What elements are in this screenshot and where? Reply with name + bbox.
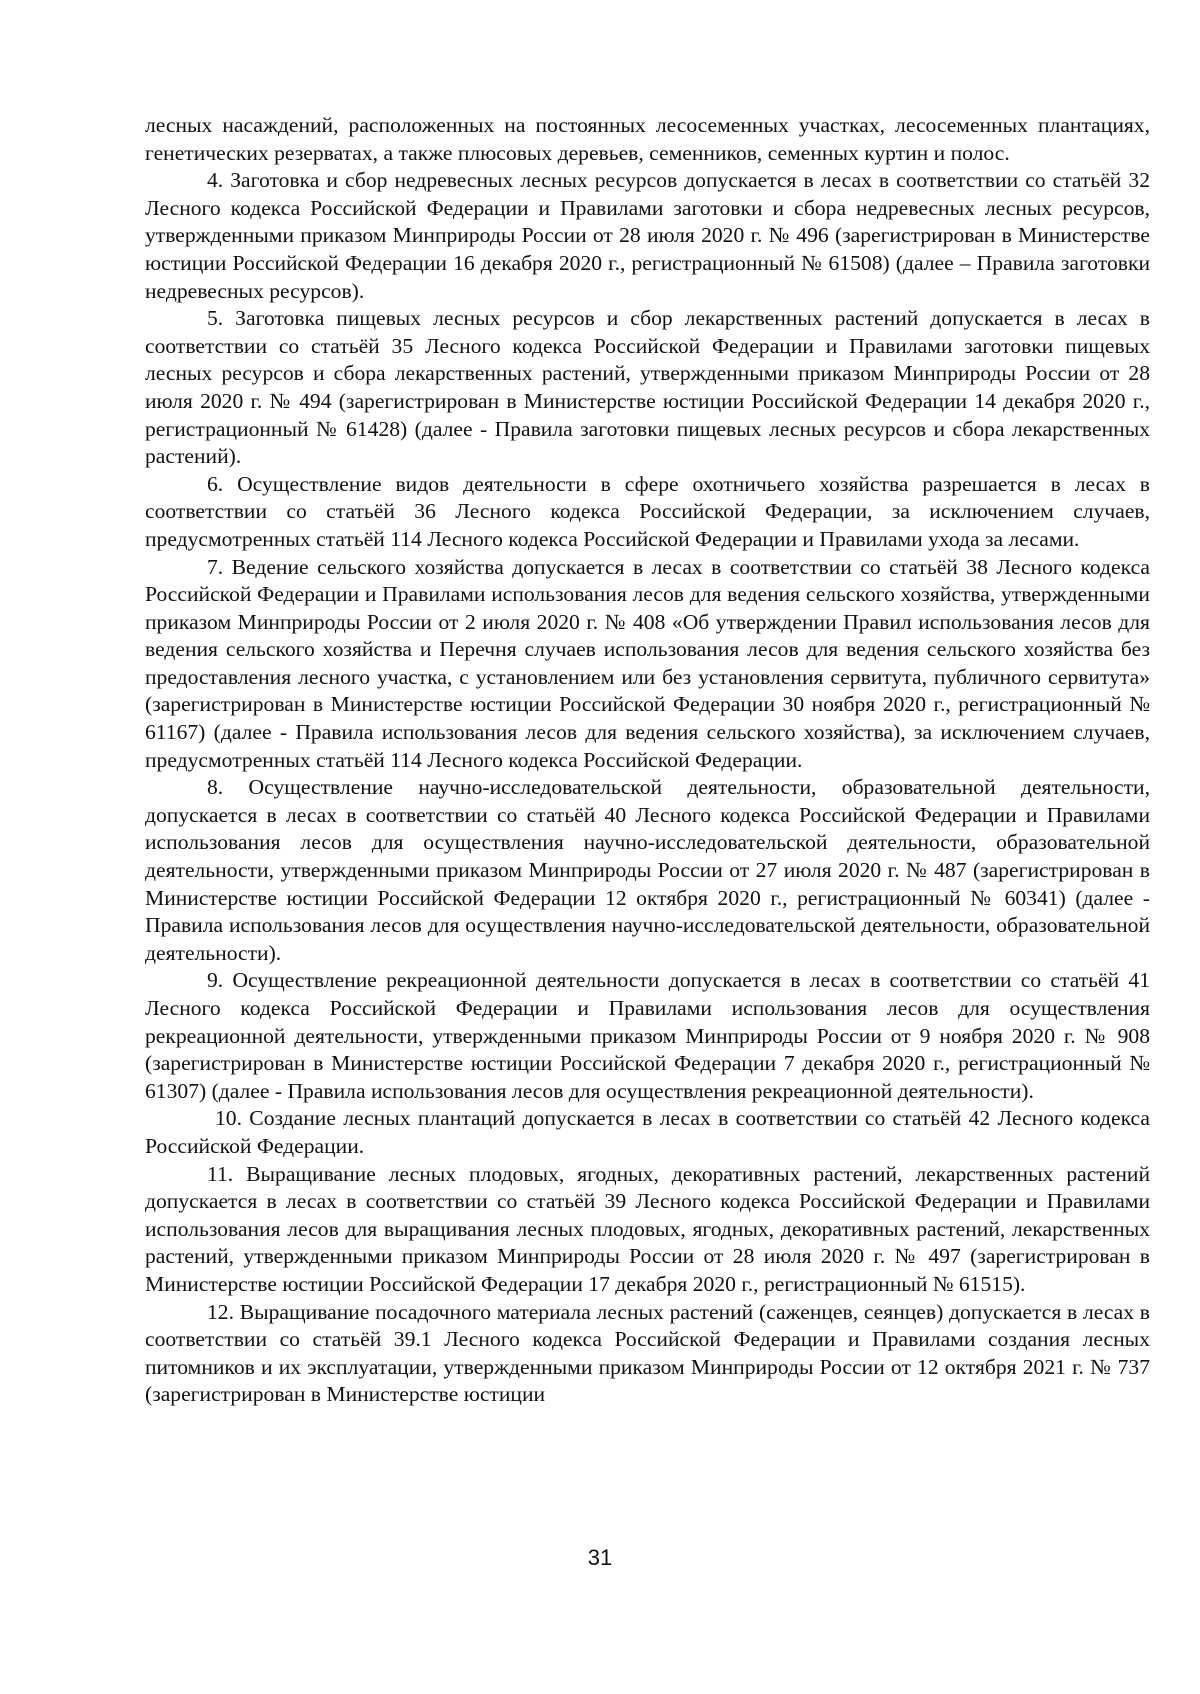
- paragraph-11: 11. Выращивание лесных плодовых, ягодных, декоративных растений, лекарственных растений допускается в лесах в соответствии со статьёй 39 Лесного кодекса Российской Федерации и Правилами использования лесов для выращивания лесных плодовых, ягодных, декоративных растений, лекарственных растений, утвержденными приказом Минприроды России от 28 июля 2020 г. № 497 (зарегистрирован в Министерстве юстиции Российской Федерации 17 декабря 2020 г., регистрационный № 61515).: [145, 1161, 1150, 1296]
- paragraph-continuation: лесных насаждений, расположенных на постоянных лесосеменных участках, лесосеменных плантациях, генетических резерватах, а также плюсовых деревьев, семенников, семенных куртин и полос.: [145, 113, 1150, 165]
- paragraph-5: 5. Заготовка пищевых лесных ресурсов и сбор лекарственных растений допускается в лесах в соответствии со статьёй 35 Лесного кодекса Российской Федерации и Правилами заготовки пищевых лесных ресурсов и сбора лекарственных растений, утвержденными приказом Минприроды России от 28 июля 2020 г. № 494 (зарегистрирован в Министерстве юстиции Российской Федерации 14 декабря 2020 г., регистрационный № 61428) (далее - Правила заготовки пищевых лесных ресурсов и сбора лекарственных растений).: [145, 306, 1150, 469]
- paragraph-7: 7. Ведение сельского хозяйства допускается в лесах в соответствии со статьёй 38 Лесного кодекса Российской Федерации и Правилами использования лесов для ведения сельского хозяйства, утвержденными приказом Минприроды России от 2 июля 2020 г. № 408 «Об утверждении Правил использования лесов для ведения сельского хозяйства и Перечня случаев использования лесов для ведения сельского хозяйства без предоставления лесного участка, с установлением или без установления сервитута, публичного сервитута» (зарегистрирован в Министерстве юстиции Российской Федерации 30 ноября 2020 г., регистрационный № 61167) (далее - Правила использования лесов для ведения сельского хозяйства), за исключением случаев, предусмотренных статьёй 114 Лесного кодекса Российской Федерации.: [145, 554, 1150, 772]
- document-page: [145, 112, 1150, 1409]
- page-number: 31: [587, 1545, 613, 1570]
- paragraph-10: 10. Создание лесных плантаций допускается в лесах в соответствии со статьёй 42 Лесного кодекса Российской Федерации.: [145, 1106, 1150, 1158]
- paragraph-4: 4. Заготовка и сбор недревесных лесных ресурсов допускается в лесах в соответствии со статьёй 32 Лесного кодекса Российской Федерации и Правилами заготовки и сбора недревесных лесных ресурсов, утвержденными приказом Минприроды России от 28 июля 2020 г. № 496 (зарегистрирован в Министерстве юстиции Российской Федерации 16 декабря 2020 г., регистрационный № 61508) (далее – Правила заготовки недревесных ресурсов).: [145, 168, 1150, 303]
- paragraph-8: 8. Осуществление научно-исследовательской деятельности, образовательной деятельности, допускается в лесах в соответствии со статьёй 40 Лесного кодекса Российской Федерации и Правилами использования лесов для осуществления научно-исследовательской деятельности, образовательной деятельности, утвержденными приказом Минприроды России от 27 июля 2020 г. № 487 (зарегистрирован в Министерстве юстиции Российской Федерации 12 октября 2020 г., регистрационный № 60341) (далее - Правила использования лесов для осуществления научно-исследовательской деятельности, образовательной деятельности).: [145, 775, 1150, 965]
- paragraph-12: 12. Выращивание посадочного материала лесных растений (саженцев, сеянцев) допускается в лесах в соответствии со статьёй 39.1 Лесного кодекса Российской Федерации и Правилами создания лесных питомников и их эксплуатации, утвержденными приказом Минприроды России от 12 октября 2021 г. № 737 (зарегистрирован в Министерстве юстиции: [145, 1299, 1150, 1407]
- paragraph-6: 6. Осуществление видов деятельности в сфере охотничьего хозяйства разрешается в лесах в соответствии со статьёй 36 Лесного кодекса Российской Федерации, за исключением случаев, предусмотренных статьёй 114 Лесного кодекса Российской Федерации и Правилами ухода за лесами.: [145, 471, 1150, 551]
- paragraph-9: 9. Осуществление рекреационной деятельности допускается в лесах в соответствии со статьёй 41 Лесного кодекса Российской Федерации и Правилами использования лесов для осуществления рекреационной деятельности, утвержденными приказом Минприроды России от 9 ноября 2020 г. № 908 (зарегистрирован в Министерстве юстиции Российской Федерации 7 декабря 2020 г., регистрационный № 61307) (далее - Правила использования лесов для осуществления рекреационной деятельности).: [145, 968, 1150, 1103]
